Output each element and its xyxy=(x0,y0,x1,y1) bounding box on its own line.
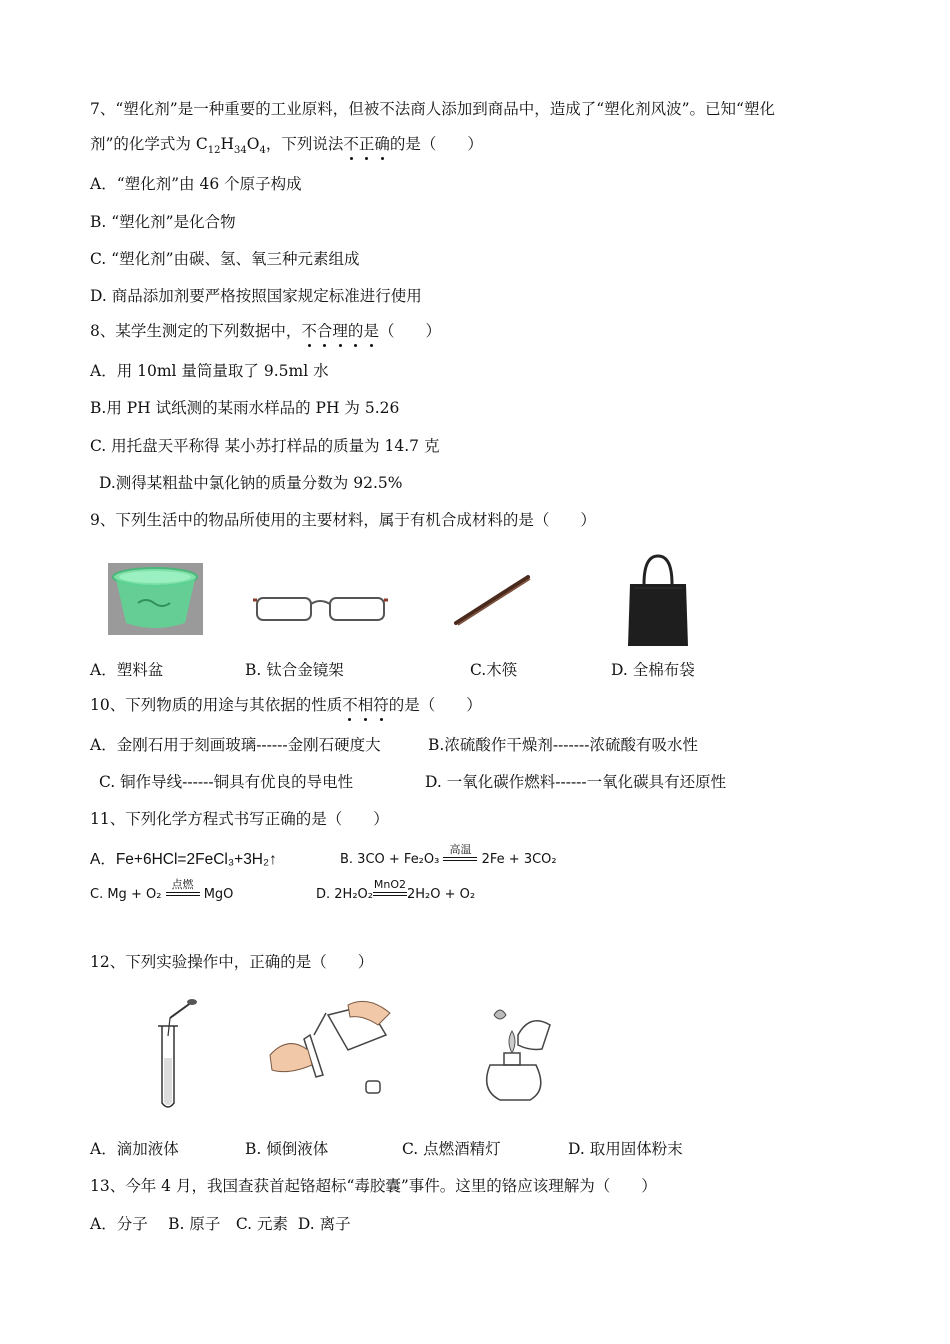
q10-option-d: D. 一氧化碳作燃料------一氧化碳具有还原性 xyxy=(425,773,727,791)
q7-text-c: 的是（ ） xyxy=(389,135,483,153)
q7-sub-h: 34 xyxy=(233,145,247,157)
q11-d-reactants: D. 2H₂O₂ xyxy=(316,887,373,902)
emphasis-char: 不 xyxy=(301,322,317,340)
q9-option-a: A．塑料盆 xyxy=(90,661,164,679)
q10-option-b: B.浓硫酸作干燥剂-------浓硫酸有吸水性 xyxy=(428,736,698,754)
q7-option-b: B. “塑化剂”是化合物 xyxy=(90,213,236,231)
cotton-bag-image xyxy=(626,554,690,649)
q8-emphasis xyxy=(301,322,379,340)
emphasis-char: 合 xyxy=(316,322,333,340)
q10-option-c: C. 铜作导线------铜具有优良的导电性 xyxy=(99,773,354,791)
q11-option-a: A．Fe+6HCl=2FeCl₃+3H₂↑ xyxy=(90,851,277,868)
q7-text-b: ，下列说法 xyxy=(265,135,344,153)
emphasis-char: 理 xyxy=(332,322,348,340)
titanium-glasses-image xyxy=(253,592,388,626)
q10-option-a: A．金刚石用于刻画玻璃------金刚石硬度大 xyxy=(90,736,381,754)
emphasis-char: 不 xyxy=(343,135,359,153)
q12-stem: 12、下列实验操作中，正确的是（ ） xyxy=(90,953,374,971)
q7-sub-o: 4 xyxy=(259,145,266,157)
q11-c-products: MgO xyxy=(203,887,234,902)
q9-stem: 9、下列生活中的物品所使用的主要材料，属于有机合成材料的是（ ） xyxy=(90,511,596,529)
q7-sub-c: 12 xyxy=(207,145,221,157)
q11-option-d xyxy=(316,878,476,905)
emphasis-char: 不 xyxy=(342,696,358,714)
q10-stem xyxy=(90,695,482,715)
q13-options: A．分子 B. 原子 C. 元素 D. 离子 xyxy=(90,1215,351,1233)
q12-option-a: A．滴加液体 xyxy=(90,1140,179,1158)
emphasis-char: 相 xyxy=(357,696,374,714)
pouring-liquid-image xyxy=(268,995,393,1115)
q7-o: O xyxy=(246,135,260,153)
q7-formula-prefix: 剂”的化学式为 C xyxy=(90,135,208,153)
q11-b-products: 2Fe + 3CO₂ xyxy=(481,852,557,867)
emphasis-char: 确 xyxy=(374,135,390,153)
q12-option-b: B. 倾倒液体 xyxy=(245,1140,329,1158)
q11-option-b xyxy=(340,843,557,870)
q9-option-c: C.木筷 xyxy=(470,661,518,679)
q7-option-a: A．“塑化剂”由 46 个原子构成 xyxy=(90,175,302,193)
q9-option-b: B. 钛合金镜架 xyxy=(245,661,344,679)
q8-option-a: A．用 10ml 量筒量取了 9.5ml 水 xyxy=(90,362,329,380)
q7-stem-line2 xyxy=(90,134,483,161)
plastic-basin-image xyxy=(108,563,203,635)
q10-text-b: 的是（ ） xyxy=(388,696,482,714)
q11-d-condition: MnO2 xyxy=(373,878,407,891)
q11-c-reactants: C. Mg + O₂ xyxy=(90,887,162,902)
q11-option-c xyxy=(90,878,234,905)
q11-c-condition-arrow xyxy=(166,878,200,896)
q8-stem xyxy=(90,321,441,341)
q11-b-condition-arrow xyxy=(443,843,477,861)
emphasis-char: 是 xyxy=(363,322,379,340)
q7-stem-line1: 7、“塑化剂”是一种重要的工业原料，但被不法商人添加到商品中，造成了“塑化剂风波”。已知“塑化 xyxy=(90,100,775,118)
q7-h: H xyxy=(220,135,234,153)
q11-d-condition-arrow xyxy=(373,878,407,896)
q8-option-d: D.测得某粗盐中氯化钠的质量分数为 92.5% xyxy=(99,474,403,492)
q11-b-reactants: B. 3CO + Fe₂O₃ xyxy=(340,852,440,867)
q8-text-b: （ ） xyxy=(378,322,441,340)
alcohol-lamp-image xyxy=(470,1005,555,1105)
q9-option-d: D. 全棉布袋 xyxy=(611,661,695,679)
dropper-test-tube-image xyxy=(150,998,200,1113)
q10-text-a: 10、下列物质的用途与其依据的性质 xyxy=(90,696,343,714)
wooden-chopsticks-image xyxy=(452,573,532,627)
q8-option-c: C. 用托盘天平称得 某小苏打样品的质量为 14.7 克 xyxy=(90,437,440,455)
q13-stem: 13、今年 4 月，我国查获首起铬超标“毒胶囊”事件。这里的铬应该理解为（ ） xyxy=(90,1177,657,1195)
q8-option-b: B.用 PH 试纸测的某雨水样品的 PH 为 5.26 xyxy=(90,399,400,417)
q11-stem: 11、下列化学方程式书写正确的是（ ） xyxy=(90,810,389,828)
q11-c-condition: 点燃 xyxy=(171,878,194,891)
q11-d-products: 2H₂O + O₂ xyxy=(406,887,476,902)
q12-option-d: D. 取用固体粉末 xyxy=(568,1140,683,1158)
q7-option-c: C. “塑化剂”由碳、氢、氧三种元素组成 xyxy=(90,250,360,268)
emphasis-char: 正 xyxy=(358,135,375,153)
q7-option-d: D. 商品添加剂要严格按照国家规定标准进行使用 xyxy=(90,287,422,305)
q8-text-a: 8、某学生测定的下列数据中， xyxy=(90,322,302,340)
emphasis-char: 符 xyxy=(373,696,389,714)
q10-emphasis xyxy=(342,696,389,714)
q12-option-c: C. 点燃酒精灯 xyxy=(402,1140,501,1158)
q7-emphasis xyxy=(343,135,390,153)
q11-b-condition: 高温 xyxy=(449,843,472,856)
emphasis-char: 的 xyxy=(347,322,364,340)
